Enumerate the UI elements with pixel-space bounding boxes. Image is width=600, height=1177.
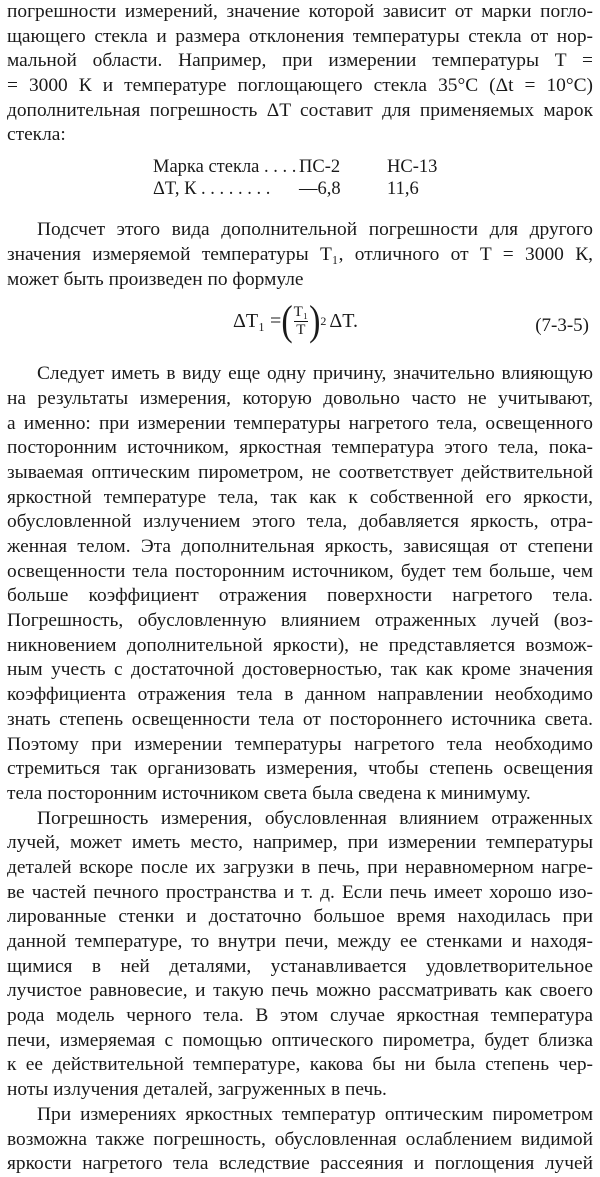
text-line: ве частей печного пространства и т. д. Если печь имеет хорошо изо- <box>7 881 593 903</box>
text-line: посторонним источником, яркостная температура этого тела, пока- <box>7 437 593 459</box>
text-line: тела посторонним источником света была сведена к минимуму. <box>7 782 531 804</box>
text-line: лучей, может иметь место, например, при измерении температуры <box>7 832 593 854</box>
table-cell: 11,6 <box>387 179 419 200</box>
text-line: Погрешность, обусловленную влиянием отраженных лучей (воз- <box>7 610 593 632</box>
text-line: стремиться так организовать измерения, чтобы степень освещения <box>7 758 593 780</box>
paragraph-2 <box>7 362 593 806</box>
text-line: = 3000 К и температуре поглощающего стекла 35°С (Δt = 10°С) <box>7 75 593 97</box>
text-line: обусловленной излучением этого тела, добавляется яркость, отра- <box>7 511 593 533</box>
table-cell: НС-13 <box>387 157 438 178</box>
paren-close: ) <box>309 297 321 345</box>
text-line: коэффициента отражения тела в данном направлении необходимо <box>7 684 593 706</box>
text-line: освещенности тела посторонним источником, будет тем больше, чем <box>7 560 593 582</box>
table-cell: Марка стекла . . . . <box>153 157 297 178</box>
formula <box>7 294 593 356</box>
text-line: щимися в ней деталями, устанавливается удовлетворительное <box>7 955 593 977</box>
glass-table <box>7 156 593 200</box>
text-line: ным учесть с достаточной достоверностью, так как кроме значения <box>7 659 593 681</box>
formula-lhs: ΔT₁ = <box>233 310 282 333</box>
formula-rhs: ΔT. <box>329 310 358 333</box>
text-line: лучистое равновесие, и такую печь можно рассматривать как своего <box>7 980 593 1002</box>
text-line: на результаты измерения, которую довольно часто не учитывают, <box>7 387 593 409</box>
text-line: лированные стенки и достаточно большое время находилась при <box>7 906 593 928</box>
text-line: Следует иметь в виду еще одну причину, значительно влияющую <box>37 363 593 385</box>
table-cell: ΔT, К . . . . . . . . <box>153 179 271 200</box>
table-cell: —6,8 <box>299 179 341 200</box>
text-line: ноты излучения деталей, загруженных в печь. <box>7 1079 387 1101</box>
text-line: данной температуре, то внутри печи, между ее стенками и находя- <box>7 931 593 952</box>
text-line: печи, измеряемая с помощью оптического пирометра, будет близка <box>7 1029 593 1051</box>
fraction <box>294 304 308 339</box>
text-line: погрешности измерений, значение которой зависит от марки погло- <box>7 1 593 22</box>
text-line: женная телом. Эта дополнительная яркость, зависящая от степени <box>7 536 593 557</box>
fraction-denominator: T <box>296 322 306 339</box>
text-line: зываемая оптическим пирометром, не соответствует действительной <box>7 461 593 483</box>
paren-open: ( <box>281 297 293 345</box>
text-line: больше коэффициент отражения поверхности нагретого тела. <box>7 585 593 607</box>
table-cell: ПС-2 <box>299 157 341 178</box>
formula-body <box>233 297 358 345</box>
table-row <box>7 156 593 178</box>
text-line: значения измеряемой температуры T₁, отличного от T = 3000 К, <box>7 243 593 265</box>
text-line: При измерениях яркостных температур оптическим пирометром <box>37 1103 593 1125</box>
text-line: яркостной температуре тела, так как к собственной его яркости, <box>7 486 593 508</box>
text-line: дополнительная погрешность ΔT составит для применяемых марок <box>7 99 593 121</box>
text-line: а именно: при измерении температуры нагретого тела, освещенного <box>7 412 593 434</box>
text-line: мальной области. Например, при измерении температуры T = <box>7 50 593 72</box>
fraction-numerator: T₁ <box>293 304 309 321</box>
paragraph-top <box>7 0 593 148</box>
paragraph-3 <box>7 807 593 1103</box>
text-line: никновением дополнительной яркости), не представляется возмож- <box>7 634 593 656</box>
text-line: знать степень освещенности тела от постороннего источника света. <box>7 708 593 730</box>
paragraph-mid <box>7 218 593 292</box>
text-line: возможна также погрешность, обусловленная ослаблением видимой <box>7 1128 593 1150</box>
text-line: стекла: <box>7 124 66 146</box>
text-line: щающего стекла и размера отклонения температуры стекла от нор- <box>7 25 593 47</box>
text-line: может быть произведен по формуле <box>7 268 304 290</box>
text-line: Подсчет этого вида дополнительной погрешности для другого <box>37 219 593 241</box>
text-line: яркости нагретого тела вследствие рассеяния и поглощения лучей <box>7 1153 593 1175</box>
text-line: Поэтому при измерении температуры нагретого тела необходимо <box>7 733 593 755</box>
text-line: деталей вскоре после их загрузки в печь, при неравномерном нагре- <box>7 856 593 878</box>
text-line: к ее действительной температуре, какова бы ни была степень чер- <box>7 1054 593 1076</box>
paragraph-4 <box>7 1103 593 1177</box>
table-row <box>7 178 593 200</box>
equation-number: (7-3-5) <box>535 315 589 337</box>
exponent: 2 <box>320 314 327 329</box>
text-line: рода модель черного тела. В этом случае яркостная температура <box>7 1005 593 1027</box>
text-line: Погрешность измерения, обусловленная влиянием отраженных <box>37 807 593 829</box>
